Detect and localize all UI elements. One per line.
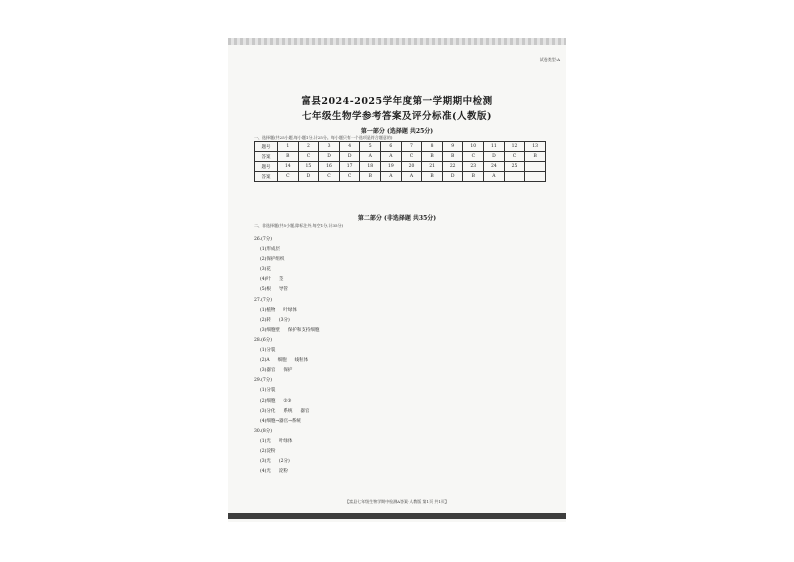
table-row — [255, 152, 546, 162]
table-cell: 9 — [442, 142, 463, 152]
scan-edge-top — [228, 38, 566, 45]
table-cell: 2 — [298, 142, 319, 152]
table-cell — [525, 172, 546, 182]
answer-text: (4)细胞→器官→系统 — [260, 418, 301, 424]
answer-line — [254, 306, 554, 316]
answer-key-title: 七年级生物学参考答案及评分标准(人教版) — [302, 111, 492, 122]
table-row — [255, 172, 546, 182]
answer-text: 保护和支持细胞 — [287, 327, 320, 333]
table-cell: 7 — [401, 142, 422, 152]
table-cell: C — [339, 172, 360, 182]
answer-line — [254, 437, 554, 447]
table-cell: 14 — [278, 162, 299, 172]
table-cell: D — [442, 172, 463, 182]
table-cell: 18 — [360, 162, 381, 172]
scan-edge-bottom — [228, 513, 566, 519]
table-cell: A — [381, 172, 402, 182]
table-cell: B — [422, 172, 443, 182]
row-header-cell: 答案 — [255, 172, 278, 182]
question-label: 27.(7分) — [254, 297, 273, 303]
answer-line — [254, 447, 554, 457]
table-cell: 12 — [504, 142, 525, 152]
row-header-cell: 题号 — [255, 162, 278, 172]
table-cell: 24 — [484, 162, 505, 172]
answer-line — [254, 397, 554, 407]
answer-line — [254, 386, 554, 396]
table-cell: B — [525, 152, 546, 162]
answer-line — [254, 346, 554, 356]
answer-text: 细胞 — [277, 358, 287, 364]
table-cell: B — [360, 172, 381, 182]
row-header-cell: 题号 — [255, 142, 278, 152]
answer-text: 器官 — [300, 408, 310, 414]
table-cell: A — [401, 172, 422, 182]
answer-text: (3)分化 — [260, 408, 276, 414]
answer-line — [254, 417, 554, 427]
answer-text: 叶绿体 — [283, 307, 297, 313]
table-cell: D — [319, 152, 340, 162]
table-cell: C — [319, 172, 340, 182]
answer-text: (3)花 — [260, 267, 271, 273]
answer-text: (2分) — [278, 459, 290, 465]
table-cell: 16 — [319, 162, 340, 172]
answer-line — [254, 265, 554, 275]
table-cell: C — [401, 152, 422, 162]
choice-answer-table — [254, 141, 546, 182]
answer-text: (2)淀粉 — [260, 448, 276, 454]
table-cell: 10 — [463, 142, 484, 152]
answer-text: (3分) — [278, 317, 290, 323]
table-cell — [525, 162, 546, 172]
table-cell: D — [484, 152, 505, 162]
answer-text: (3)器官 — [260, 368, 276, 374]
answer-text: (2)A — [260, 358, 270, 364]
table-cell: B — [463, 172, 484, 182]
table-cell: 22 — [442, 162, 463, 172]
table-cell: C — [504, 152, 525, 162]
answer-line — [254, 316, 554, 326]
table-cell: C — [278, 172, 299, 182]
answer-text: (2)转 — [260, 317, 271, 323]
table-cell: 15 — [298, 162, 319, 172]
answer-sheet-page — [228, 38, 566, 522]
table-cell: C — [463, 152, 484, 162]
non-choice-answers — [254, 235, 554, 477]
answer-line — [254, 467, 554, 477]
answer-line — [254, 245, 554, 255]
paper-type-tag: 试卷类型:A — [539, 57, 560, 62]
question-label: 28.(6分) — [254, 337, 273, 343]
answer-text: (1)植物 — [260, 307, 276, 313]
question-label: 26.(7分) — [254, 237, 273, 242]
answer-line — [254, 457, 554, 467]
table-cell: 5 — [360, 142, 381, 152]
answer-text: 线粒体 — [294, 358, 309, 364]
answer-line — [254, 285, 554, 295]
table-cell: 13 — [525, 142, 546, 152]
answer-text: (1)分裂 — [260, 348, 276, 354]
answer-text: (4)叶 — [260, 277, 271, 283]
row-header-cell: 答案 — [255, 152, 278, 162]
table-cell — [504, 172, 525, 182]
answer-text: (2)细胞 — [260, 398, 276, 404]
table-cell: B — [278, 152, 299, 162]
table-cell: 4 — [339, 142, 360, 152]
part1-heading: 第一部分 (选择题 共25分) — [360, 128, 434, 135]
table-cell: 1 — [278, 142, 299, 152]
table-cell: 8 — [422, 142, 443, 152]
table-cell: 11 — [484, 142, 505, 152]
part1-instruction: 一、选择题(共25小题,每小题1分,计25分。每小题只有一个选项是符合题意的) — [254, 135, 393, 140]
part2-instruction: 二、非选择题(共5小题,除标注外,每空1分,计35分) — [254, 223, 344, 228]
table-cell: 25 — [504, 162, 525, 172]
table-cell: B — [442, 152, 463, 162]
answer-text: (4)光 — [260, 469, 271, 475]
answer-text: (5)根 — [260, 287, 271, 293]
table-cell: 23 — [463, 162, 484, 172]
table-row — [255, 142, 546, 152]
answer-text: (1)形成层 — [260, 247, 280, 253]
table-cell: B — [422, 152, 443, 162]
table-cell: 19 — [381, 162, 402, 172]
answer-text: 茎 — [278, 277, 284, 283]
answer-text: (3)光 — [260, 459, 271, 465]
answer-line — [254, 275, 554, 285]
answer-text: 保护 — [283, 368, 293, 374]
answer-text: 系统 — [283, 408, 293, 414]
table-cell: 17 — [339, 162, 360, 172]
table-cell: 21 — [422, 162, 443, 172]
answer-text: (1)光 — [260, 438, 271, 444]
part2-heading: 第二部分 (非选择题 共35分) — [357, 215, 437, 222]
answer-text: (1)分裂 — [260, 388, 276, 394]
table-cell: 20 — [401, 162, 422, 172]
answer-line — [254, 407, 554, 417]
table-cell: 3 — [319, 142, 340, 152]
table-cell: A — [381, 152, 402, 162]
table-cell: 6 — [381, 142, 402, 152]
page-footer: 【富县七年级生物学期中检测A答案·人教版 第1页 共1页】 — [345, 499, 449, 504]
table-cell: D — [339, 152, 360, 162]
exam-title: 富县2024-2025学年度第一学期期中检测 — [301, 96, 493, 107]
table-row — [255, 162, 546, 172]
answer-text: 淀粉 — [278, 469, 288, 475]
answer-line — [254, 366, 554, 376]
question-label: 30.(8分) — [254, 428, 273, 434]
answer-line — [254, 255, 554, 265]
table-cell: D — [298, 172, 319, 182]
table-cell: A — [360, 152, 381, 162]
answer-text: (2)保护组织 — [260, 257, 285, 263]
answer-line — [254, 356, 554, 366]
table-cell: A — [484, 172, 505, 182]
answer-text: 叶绿体 — [278, 438, 293, 444]
answer-text: 导管 — [278, 287, 288, 293]
answer-text: (3)细胞壁 — [260, 327, 280, 333]
question-label: 29.(7分) — [254, 378, 273, 384]
answer-text: ②③ — [283, 398, 292, 404]
answer-line — [254, 326, 554, 336]
table-cell: C — [298, 152, 319, 162]
